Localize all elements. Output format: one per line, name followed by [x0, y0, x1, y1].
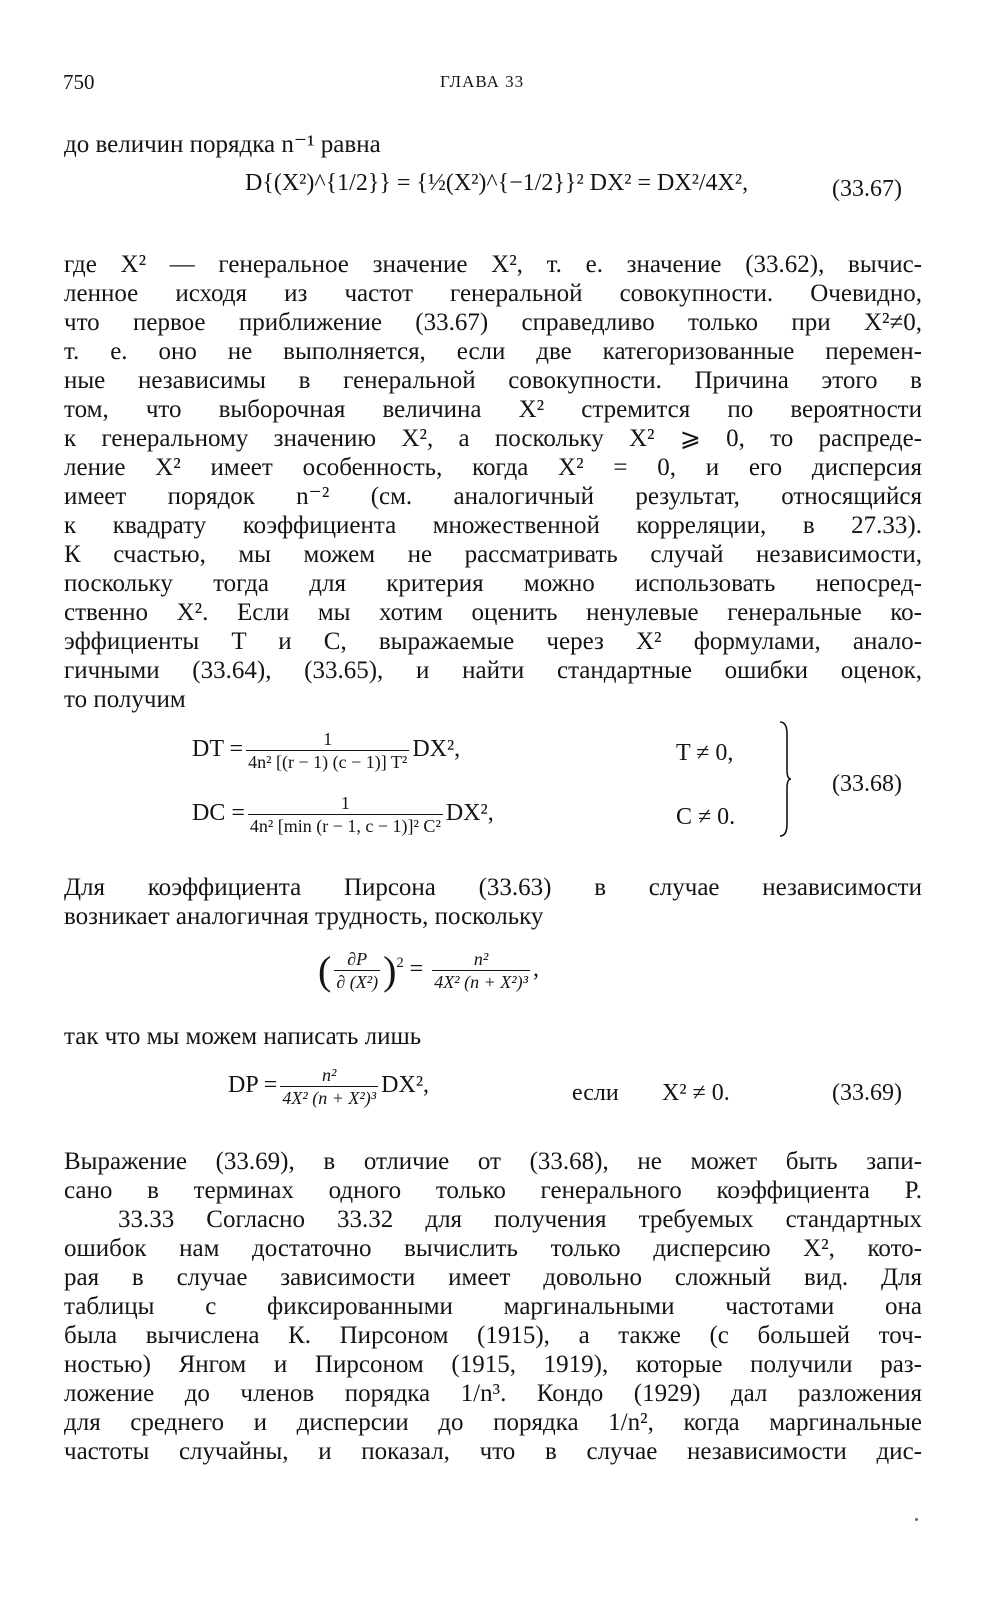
right-brace-icon [778, 720, 792, 838]
section-start-line: 33.33 Согласно 33.32 для получения требуемых стандартных [118, 1206, 922, 1233]
eq-lhs: DP = [228, 1072, 278, 1099]
equation-label-33-68: (33.68) [832, 771, 902, 797]
text-line: ленное исходя из частот генеральной совокупности. Очевидно, [64, 280, 922, 307]
equation-condition-word: если [572, 1080, 619, 1106]
chapter-header: ГЛАВА 33 [440, 72, 525, 91]
text-line: ные независимы в генеральной совокупности. Причина этого в [64, 367, 922, 394]
fraction-numerator: n² [280, 1064, 378, 1087]
equals-sign: = [403, 956, 430, 983]
exponent: 2 [396, 955, 404, 972]
equation-label-33-67: (33.67) [832, 176, 902, 202]
fraction-denominator: 4n² [min (r − 1, c − 1)]² C² [249, 816, 441, 836]
fraction-denominator: 4X² (n + X²)³ [282, 1088, 377, 1108]
equation-label-33-69: (33.69) [832, 1080, 902, 1106]
fraction-denominator: 4X² (n + X²)³ [434, 972, 529, 992]
text-line: так что мы можем написать лишь [64, 1023, 422, 1050]
fraction [248, 792, 443, 837]
equation-33-69 [228, 1064, 429, 1109]
equation-33-67: D{(X²)^{1/2}} = {½(X²)^{−1/2}}² DX² = DX²/4X², [245, 170, 749, 196]
text-line: до величин порядка n⁻¹ равна [64, 131, 381, 158]
eq-lhs: DC = [192, 800, 245, 827]
text-line: Для коэффициента Пирсона (33.63) в случае независимости [64, 874, 922, 901]
equation-condition: X² ≠ 0. [662, 1080, 730, 1106]
text-line: гичными (33.64), (33.65), и найти стандартные ошибки оценок, [64, 657, 922, 684]
fraction-numerator: n² [432, 948, 530, 971]
print-speck [915, 1518, 918, 1521]
text-line: К счастью, мы можем не рассматривать случай независимости, [64, 541, 922, 568]
text-line: эффициенты T и C, выражаемые через X² формулами, анало- [64, 628, 922, 655]
fraction-denominator: 4n² [(r − 1) (c − 1)] T² [248, 752, 408, 772]
text-line: частоты случайны, и показал, что в случае независимости дис- [64, 1438, 922, 1465]
text-line: имеет порядок n⁻² (см. аналогичный результат, относящийся [64, 483, 922, 510]
text-line: ностью) Янгом и Пирсоном (1915, 1919), которые получили раз- [64, 1351, 922, 1378]
eq-rhs: DX², [412, 736, 461, 763]
text-line: т. е. оно не выполняется, если две категоризованные перемен- [64, 338, 922, 365]
fraction-numerator: ∂P [334, 948, 380, 971]
equation-derivative [318, 947, 539, 994]
paren-open: ( [318, 948, 332, 993]
eq-lhs: DT = [192, 736, 244, 763]
fraction [432, 948, 530, 993]
text-line: Выражение (33.69), в отличие от (33.68), не может быть запи- [64, 1148, 922, 1175]
fraction [334, 948, 380, 993]
comma: , [533, 956, 540, 983]
text-line: где X² — генеральное значение X², т. е. значение (33.62), вычис- [64, 251, 922, 278]
text-line: таблицы с фиксированными маргинальными частотами она [64, 1293, 922, 1320]
text-line: возникает аналогичная трудность, поскольку [64, 903, 544, 930]
text-line: была вычислена К. Пирсоном (1915), а также (с большей точ- [64, 1322, 922, 1349]
text-line: сано в терминах одного только генерального коэффициента P. [64, 1177, 922, 1204]
fraction-numerator: 1 [246, 728, 409, 751]
page-number: 750 [63, 70, 95, 94]
text-line: для среднего и дисперсии до порядка 1/n², когда маргинальные [64, 1409, 922, 1436]
text-line: рая в случае зависимости имеет довольно сложный вид. Для [64, 1264, 922, 1291]
fraction [280, 1064, 378, 1109]
fraction-numerator: 1 [248, 792, 443, 815]
equation-33-68-c [192, 792, 494, 837]
eq-rhs: DX², [445, 800, 494, 827]
text-line: ложение до членов порядка 1/n³. Кондо (1929) дал разложения [64, 1380, 922, 1407]
eq-rhs: DX², [381, 1072, 430, 1099]
text-line: ственно X². Если мы хотим оценить ненулевые генеральные ко- [64, 599, 922, 626]
equation-condition: C ≠ 0. [676, 804, 736, 830]
text-line: к генеральному значению X², а поскольку X² ⩾ 0, то распреде- [64, 425, 922, 452]
text-line: ление X² имеет особенность, когда X² = 0, и его дисперсия [64, 454, 922, 481]
text-line: поскольку тогда для критерия можно использовать непосред- [64, 570, 922, 597]
text-line: том, что выборочная величина X² стремится по вероятности [64, 396, 922, 423]
fraction-denominator: ∂ (X²) [336, 972, 379, 992]
equation-33-68-t [192, 728, 460, 773]
paren-close: ) [383, 948, 397, 993]
text-line: к квадрату коэффициента множественной корреляции, в 27.33). [64, 512, 922, 539]
fraction [246, 728, 409, 773]
equation-condition: T ≠ 0, [676, 740, 734, 766]
text-line: ошибок нам достаточно вычислить только дисперсию X², кото- [64, 1235, 922, 1262]
text-line: что первое приближение (33.67) справедливо только при X²≠0, [64, 309, 922, 336]
text-line: то получим [64, 686, 186, 713]
